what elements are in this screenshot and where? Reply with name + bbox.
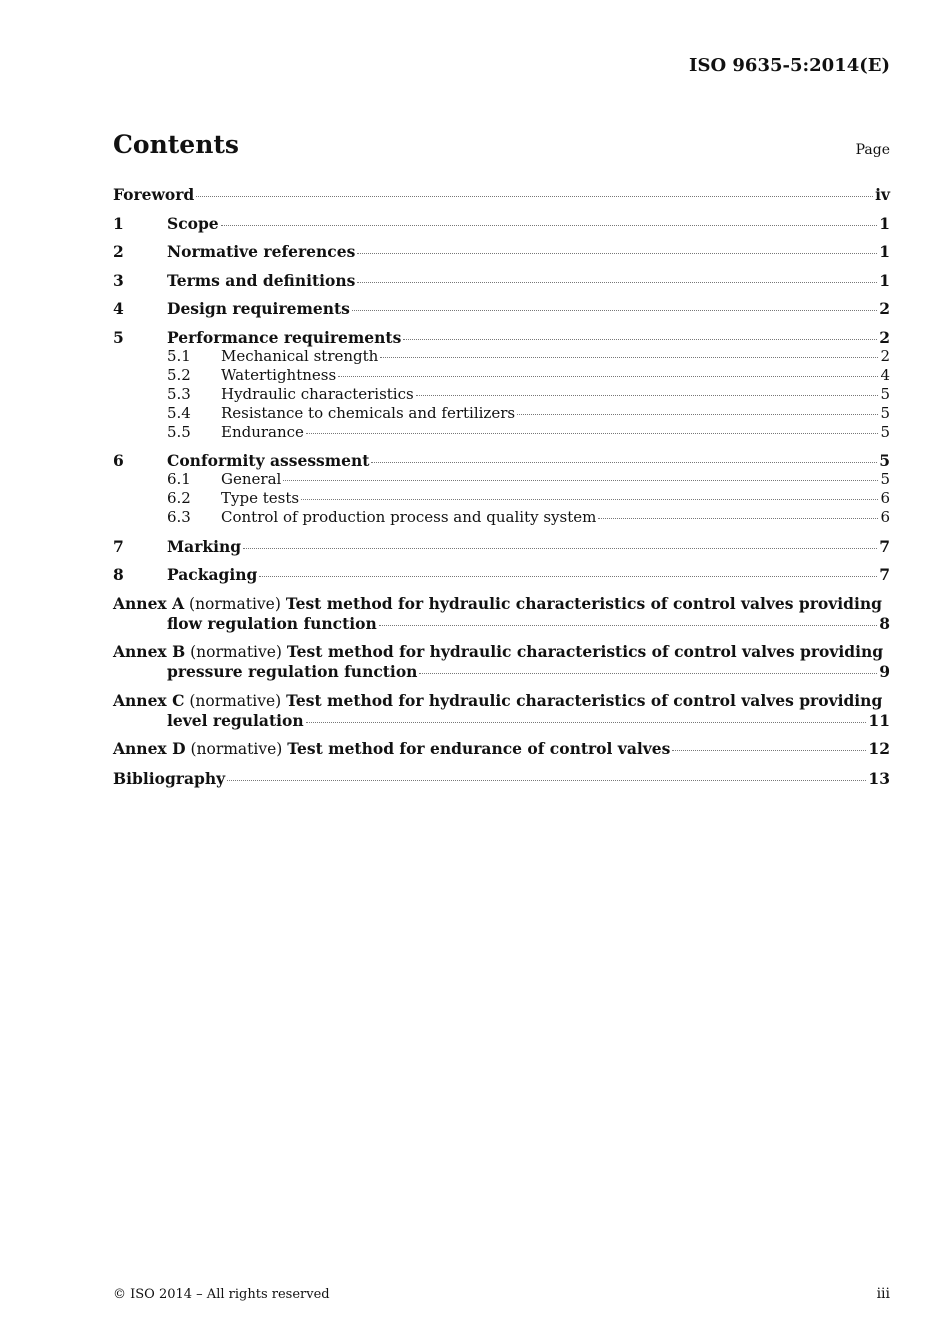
toc-entry-bibliography[interactable] [113,769,890,788]
toc-page: 2 [880,346,890,365]
toc-entry-foreword[interactable] [113,185,890,204]
toc-entry-terms-definitions[interactable] [113,271,890,290]
dot-leader [259,576,877,577]
dot-leader [221,225,878,226]
toc-number: 6.3 [167,508,191,526]
toc-number: 5 [113,327,124,347]
annex-type: (normative) [189,594,281,613]
dot-leader [352,310,877,311]
toc-page: 7 [879,536,890,556]
toc-entry-marking[interactable] [113,537,890,556]
contents-heading: Contents [113,130,240,159]
dot-leader [672,750,866,751]
toc-entry-performance-requirements[interactable] [113,328,890,347]
toc-page: 2 [879,299,890,318]
annex-title: Test method for hydraulic characteristics of control valves providing [286,690,883,710]
toc-title: Control of production process and quality system [221,508,597,526]
annex-title: Test method for hydraulic characteristics of control valves providing [285,593,882,613]
document-id: ISO 9635-5:2014(E) [689,55,890,76]
dot-leader [306,722,867,723]
toc-title: Endurance [221,422,304,441]
toc-title: Conformity assessment [167,451,370,470]
toc-entry-annex-a[interactable] [113,594,890,633]
toc-page: 9 [879,662,890,681]
dot-leader [283,480,878,481]
toc-number: 5.1 [167,346,191,365]
dot-leader [227,780,866,781]
toc-title: Performance requirements [167,327,402,347]
toc-title: Foreword [113,185,195,204]
toc-subentry[interactable] [113,385,890,404]
toc-number: 6.2 [167,489,191,507]
dot-leader [379,625,877,626]
dot-leader [416,395,879,396]
page-number: iii [876,1286,890,1302]
toc-title: Bibliography [113,768,226,788]
toc-subentry[interactable] [113,347,890,366]
toc-page: 1 [879,270,890,290]
annex-label: Annex D [113,739,186,758]
toc-page: 12 [868,739,890,758]
toc-page: 2 [879,327,890,347]
toc-entry-normative-references[interactable] [113,242,890,261]
toc-subentry[interactable] [113,508,890,527]
toc-entry-annex-c[interactable] [113,691,890,730]
toc-title: Scope [167,213,219,233]
toc-number: 5.4 [167,403,191,422]
toc-number: 3 [113,270,124,290]
dot-leader [403,339,877,340]
toc-title: Terms and definitions [167,270,356,290]
dot-leader [243,548,877,549]
toc-number: 6 [113,451,124,470]
annex-type: (normative) [189,691,282,710]
toc-page: 6 [880,508,890,526]
page-column-label: Page [855,142,890,158]
toc-subentry[interactable] [113,470,890,489]
toc-page: 13 [868,768,890,788]
toc-title: General [221,470,282,488]
toc-title: Mechanical strength [221,346,379,365]
toc-subentry[interactable] [113,366,890,385]
annex-title-continued: pressure regulation function [167,662,418,681]
toc-subentry[interactable] [113,489,890,508]
dot-leader [301,499,878,500]
annex-title-continued: level regulation [167,710,304,730]
toc-title: Normative references [167,242,356,261]
toc-entry-design-requirements[interactable] [113,299,890,318]
annex-label: Annex B [113,642,186,661]
toc-subentry[interactable] [113,423,890,442]
toc-title: Design requirements [167,299,350,318]
toc-page: 5 [880,470,890,488]
annex-type: (normative) [190,643,282,661]
toc-title: Type tests [221,489,300,507]
toc-page: 5 [879,451,890,470]
toc-entry-annex-b[interactable] [113,642,890,681]
toc-page: 5 [880,384,890,403]
toc-page: iv [875,185,890,204]
toc-title: Watertightness [221,365,337,384]
toc-page: 1 [879,242,890,261]
toc-number: 4 [113,299,124,318]
toc-title: Hydraulic characteristics [221,384,414,403]
toc-page: 1 [879,213,890,233]
annex-title: Test method for hydraulic characteristics of control valves providing [286,642,884,661]
dot-leader [517,414,878,415]
annex-title-continued: flow regulation function [167,613,377,633]
dot-leader [196,196,873,197]
toc-entry-packaging[interactable] [113,565,890,584]
toc-page: 5 [880,422,890,441]
table-of-contents [113,185,890,788]
dot-leader [357,282,877,283]
annex-label: Annex C [113,690,185,710]
dot-leader [380,357,878,358]
dot-leader [306,433,879,434]
toc-entry-annex-d[interactable] [113,739,890,759]
annex-title: Test method for endurance of control valves [287,739,671,758]
dot-leader [371,462,877,463]
annex-type: (normative) [190,740,283,758]
toc-page: 8 [879,613,890,633]
toc-entry-scope[interactable] [113,214,890,233]
dot-leader [357,253,877,254]
toc-page: 4 [880,365,890,384]
toc-number: 1 [113,213,124,233]
toc-page: 11 [868,710,890,730]
toc-number: 5.2 [167,365,191,384]
toc-number: 6.1 [167,470,191,488]
toc-page: 5 [880,403,890,422]
toc-title: Packaging [167,565,258,584]
dot-leader [598,518,878,519]
dot-leader [419,673,877,674]
toc-number: 2 [113,242,124,261]
toc-number: 8 [113,565,124,584]
toc-number: 5.3 [167,384,191,403]
toc-title: Marking [167,536,242,556]
toc-entry-conformity-assessment[interactable] [113,451,890,470]
toc-title: Resistance to chemicals and fertilizers [221,403,516,422]
copyright-notice: © ISO 2014 – All rights reserved [113,1287,330,1302]
toc-number: 5.5 [167,422,191,441]
toc-page: 7 [879,565,890,584]
toc-page: 6 [880,489,890,507]
toc-number: 7 [113,536,124,556]
annex-label: Annex A [113,593,185,613]
dot-leader [338,376,878,377]
toc-subentry[interactable] [113,404,890,423]
